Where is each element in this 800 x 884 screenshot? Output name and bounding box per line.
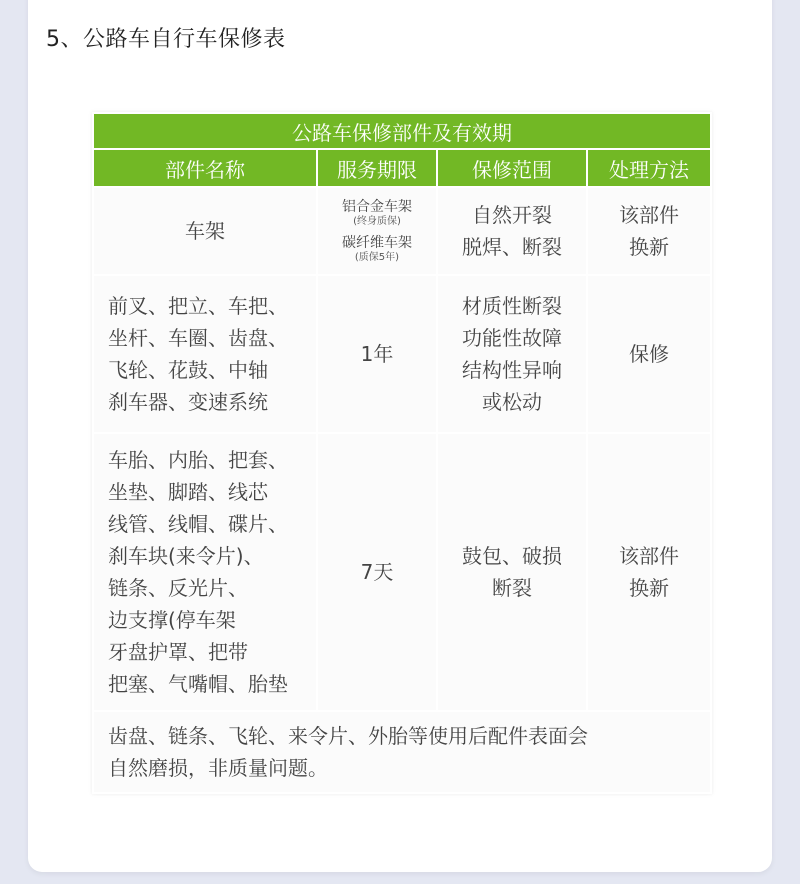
scope-line: 鼓包、破损 bbox=[462, 544, 562, 568]
period-cell: 1年 bbox=[317, 275, 437, 433]
note-row bbox=[93, 711, 711, 793]
period-subline: (终身质保) bbox=[353, 216, 401, 227]
part-line: 坐杆、车圈、齿盘、 bbox=[108, 326, 288, 350]
scope-line: 自然开裂 bbox=[472, 203, 552, 227]
header-handling-method: 处理方法 bbox=[587, 149, 711, 187]
part-line: 飞轮、花鼓、中轴 bbox=[108, 358, 268, 382]
part-line: 链条、反光片、 bbox=[108, 576, 248, 600]
scope-cell bbox=[437, 187, 587, 275]
note-line: 自然磨损，非质量问题。 bbox=[108, 756, 328, 780]
part-line: 线管、线帽、碟片、 bbox=[108, 512, 288, 536]
header-warranty-scope: 保修范围 bbox=[437, 149, 587, 187]
action-cell: 保修 bbox=[587, 275, 711, 433]
part-line: 刹车器、变速系统 bbox=[108, 390, 268, 414]
period-subline: (质保5年) bbox=[354, 252, 400, 263]
warranty-table bbox=[92, 112, 712, 794]
scope-cell bbox=[437, 433, 587, 711]
part-line: 把塞、气嘴帽、胎垫 bbox=[108, 672, 288, 696]
scope-line: 脱焊、断裂 bbox=[462, 235, 562, 259]
table-title: 公路车保修部件及有效期 bbox=[93, 113, 711, 149]
action-cell bbox=[587, 187, 711, 275]
action-line: 该部件 bbox=[619, 544, 679, 568]
scope-line: 断裂 bbox=[492, 576, 532, 600]
part-line: 车胎、内胎、把套、 bbox=[108, 448, 288, 472]
scope-line: 或松动 bbox=[482, 390, 542, 414]
table-row bbox=[93, 187, 711, 275]
section-title: 5、公路车自行车保修表 bbox=[46, 27, 286, 52]
part-cell bbox=[93, 275, 317, 433]
part-line: 前叉、把立、车把、 bbox=[108, 294, 288, 318]
period-cell: 7天 bbox=[317, 433, 437, 711]
part-line: 坐垫、脚踏、线芯 bbox=[108, 480, 268, 504]
note-cell bbox=[93, 711, 711, 793]
part-line: 车架 bbox=[185, 219, 225, 243]
table-row bbox=[93, 275, 711, 433]
part-cell bbox=[93, 433, 317, 711]
scope-cell bbox=[437, 275, 587, 433]
scope-line: 材质性断裂 bbox=[462, 294, 562, 318]
action-line: 换新 bbox=[629, 235, 669, 259]
action-cell bbox=[587, 433, 711, 711]
action-line: 换新 bbox=[629, 576, 669, 600]
part-line: 刹车块(来令片)、 bbox=[108, 544, 264, 568]
scope-line: 功能性故障 bbox=[462, 326, 562, 350]
header-service-period: 服务期限 bbox=[317, 149, 437, 187]
part-line: 牙盘护罩、把带 bbox=[108, 640, 248, 664]
period-line: 铝合金车架 bbox=[342, 199, 412, 215]
note-line: 齿盘、链条、飞轮、来令片、外胎等使用后配件表面会 bbox=[108, 724, 588, 748]
header-part-name: 部件名称 bbox=[93, 149, 317, 187]
table-row bbox=[93, 433, 711, 711]
action-line: 该部件 bbox=[619, 203, 679, 227]
period-cell bbox=[317, 187, 437, 275]
part-cell bbox=[93, 187, 317, 275]
period-line: 碳纤维车架 bbox=[342, 235, 412, 251]
part-line: 边支撑(停车架 bbox=[108, 608, 236, 632]
scope-line: 结构性异响 bbox=[462, 358, 562, 382]
